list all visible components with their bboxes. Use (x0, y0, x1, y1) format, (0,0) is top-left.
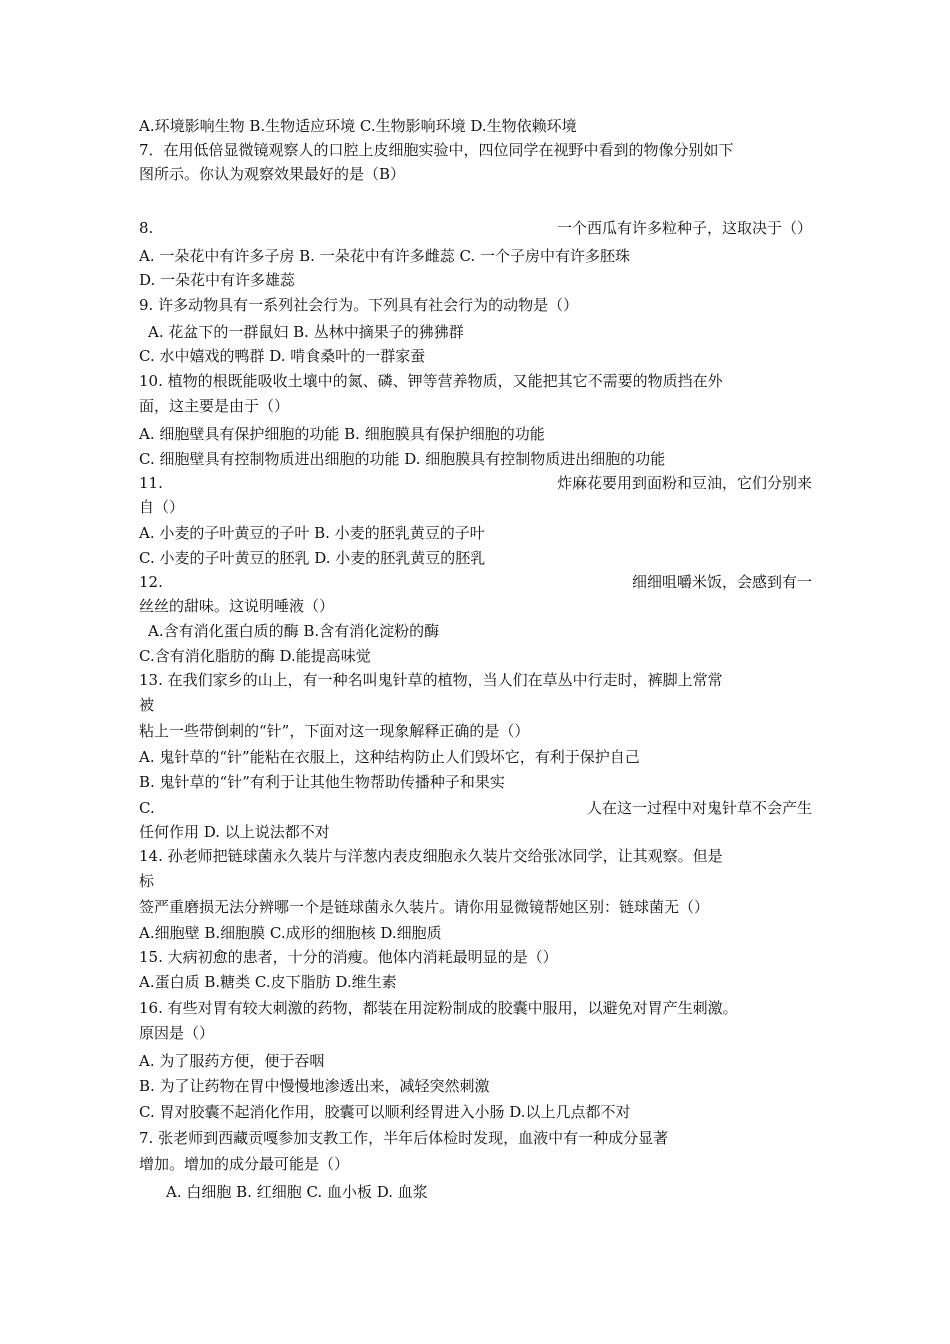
q8-text: 一个西瓜有许多粒种子，这取决于（） (556, 219, 812, 237)
q16-option-c-d: C. 胃对胶囊不起消化作用，胶囊可以顺利经胃进入小肠 D.以上几点都不对 (139, 1103, 631, 1121)
q8-number: 8. (139, 219, 154, 237)
q15-options: A.蛋白质 B.糖类 C.皮下脂肪 D.维生素 (139, 973, 397, 991)
q10-stem-line1: 10. 植物的根既能吸收土壤中的氮、磷、钾等营养物质，又能把其它不需要的物质挡在外 (139, 372, 723, 390)
q13-stem-line2: 被 (139, 696, 155, 714)
q13-option-b: B. 鬼针草的“针”有利于让其他生物帮助传播种子和果实 (139, 773, 505, 791)
q17-options: A. 白细胞 B. 红细胞 C. 血小板 D. 血浆 (166, 1183, 428, 1201)
q12-stem-line2: 丝丝的甜味。这说明唾液（） (139, 597, 335, 615)
q14-stem-line1: 14. 孙老师把链球菌永久装片与洋葱内表皮细胞永久装片交给张冰同学，让其观察。但是 (139, 847, 723, 865)
q12-stem (139, 571, 812, 593)
q11-text: 炸麻花要用到面粉和豆油，它们分别来 (556, 474, 812, 492)
q13-stem-line1: 13. 在我们家乡的山上，有一种名叫鬼针草的植物，当人们在草丛中行走时，裤脚上常常 (139, 671, 723, 689)
q12-options-line1: A.含有消化蛋白质的酶 B.含有消化淀粉的酶 (148, 622, 440, 640)
q13-option-a: A. 鬼针草的“针”能粘在衣服上，这种结构防止人们毁坏它，有利于保护自己 (139, 748, 640, 766)
q10-stem-line2: 面，这主要是由于（） (139, 397, 290, 415)
q7-stem-line1: 7．在用低倍显微镜观察人的口腔上皮细胞实验中，四位同学在视野中看到的物像分别如下 (139, 141, 734, 159)
q13-option-c (139, 797, 812, 819)
q11-options-line2: C. 小麦的子叶黄豆的胚乳 D. 小麦的胚乳黄豆的胚乳 (139, 549, 486, 567)
q13-option-c-text: 人在这一过程中对鬼针草不会产生 (586, 799, 812, 817)
q13-option-c-letter: C. (139, 799, 155, 817)
q16-option-a: A. 为了服药方便，便于吞咽 (139, 1052, 325, 1070)
q6-options: A.环境影响生物 B.生物适应环境 C.生物影响环境 D.生物依赖环境 (139, 117, 577, 135)
q14-options: A.细胞壁 B.细胞膜 C.成形的细胞核 D.细胞质 (139, 924, 442, 942)
q12-options-line2: C.含有消化脂肪的酶 D.能提高味觉 (139, 647, 371, 665)
q10-options-line2: C. 细胞壁具有控制物质进出细胞的功能 D. 细胞膜具有控制物质进出细胞的功能 (139, 450, 666, 468)
q12-text: 细细咀嚼米饭，会感到有一 (631, 573, 812, 591)
q11-stem (139, 472, 812, 494)
q9-stem: 9. 许多动物具有一系列社会行为。下列具有社会行为的动物是（） (139, 296, 579, 314)
q11-number: 11. (139, 474, 163, 492)
q10-options-line1: A. 细胞壁具有保护细胞的功能 B. 细胞膜具有保护细胞的功能 (139, 425, 545, 443)
q16-stem-line2: 原因是（） (139, 1024, 215, 1042)
q15-stem: 15. 大病初愈的患者，十分的消瘦。他体内消耗最明显的是（） (139, 948, 558, 966)
q16-option-b: B. 为了让药物在胃中慢慢地渗透出来，减轻突然刺激 (139, 1077, 490, 1095)
q8-options-line2: D. 一朵花中有许多雄蕊 (139, 271, 296, 289)
q9-options-line2: C. 水中嬉戏的鸭群 D. 啃食桑叶的一群家蚕 (139, 347, 426, 365)
q17-stem-line2: 增加。增加的成分最可能是（） (139, 1155, 350, 1173)
q12-number: 12. (139, 573, 163, 591)
q17-stem-line1: 7. 张老师到西藏贡嘎参加支教工作，半年后体检时发现，血液中有一种成分显著 (139, 1129, 669, 1147)
q13-stem-line3: 粘上一些带倒刺的“针”，下面对这一现象解释正确的是（） (139, 722, 530, 740)
q9-options-line1: A. 花盆下的一群鼠妇 B. 丛林中摘果子的狒狒群 (148, 323, 464, 341)
q14-stem-line3: 签严重磨损无法分辨哪一个是链球菌永久装片。请你用显微镜帮她区别：链球菌无（） (139, 898, 710, 916)
q7-stem-line2: 图所示。你认为观察效果最好的是（B） (139, 165, 406, 183)
q8-stem (139, 217, 812, 239)
q14-stem-line2: 标 (139, 872, 155, 890)
q13-options-line-end: 任何作用 D. 以上说法都不对 (139, 823, 330, 841)
q11-options-line1: A. 小麦的子叶黄豆的子叶 B. 小麦的胚乳黄豆的子叶 (139, 524, 485, 542)
q16-stem-line1: 16. 有些对胃有较大刺激的药物，都装在用淀粉制成的胶囊中服用，以避免对胃产生刺激。 (139, 999, 738, 1017)
q8-options-line1: A. 一朵花中有许多子房 B. 一朵花中有许多雌蕊 C. 一个子房中有许多胚珠 (139, 247, 630, 265)
q11-stem-line2: 自（） (139, 498, 185, 516)
